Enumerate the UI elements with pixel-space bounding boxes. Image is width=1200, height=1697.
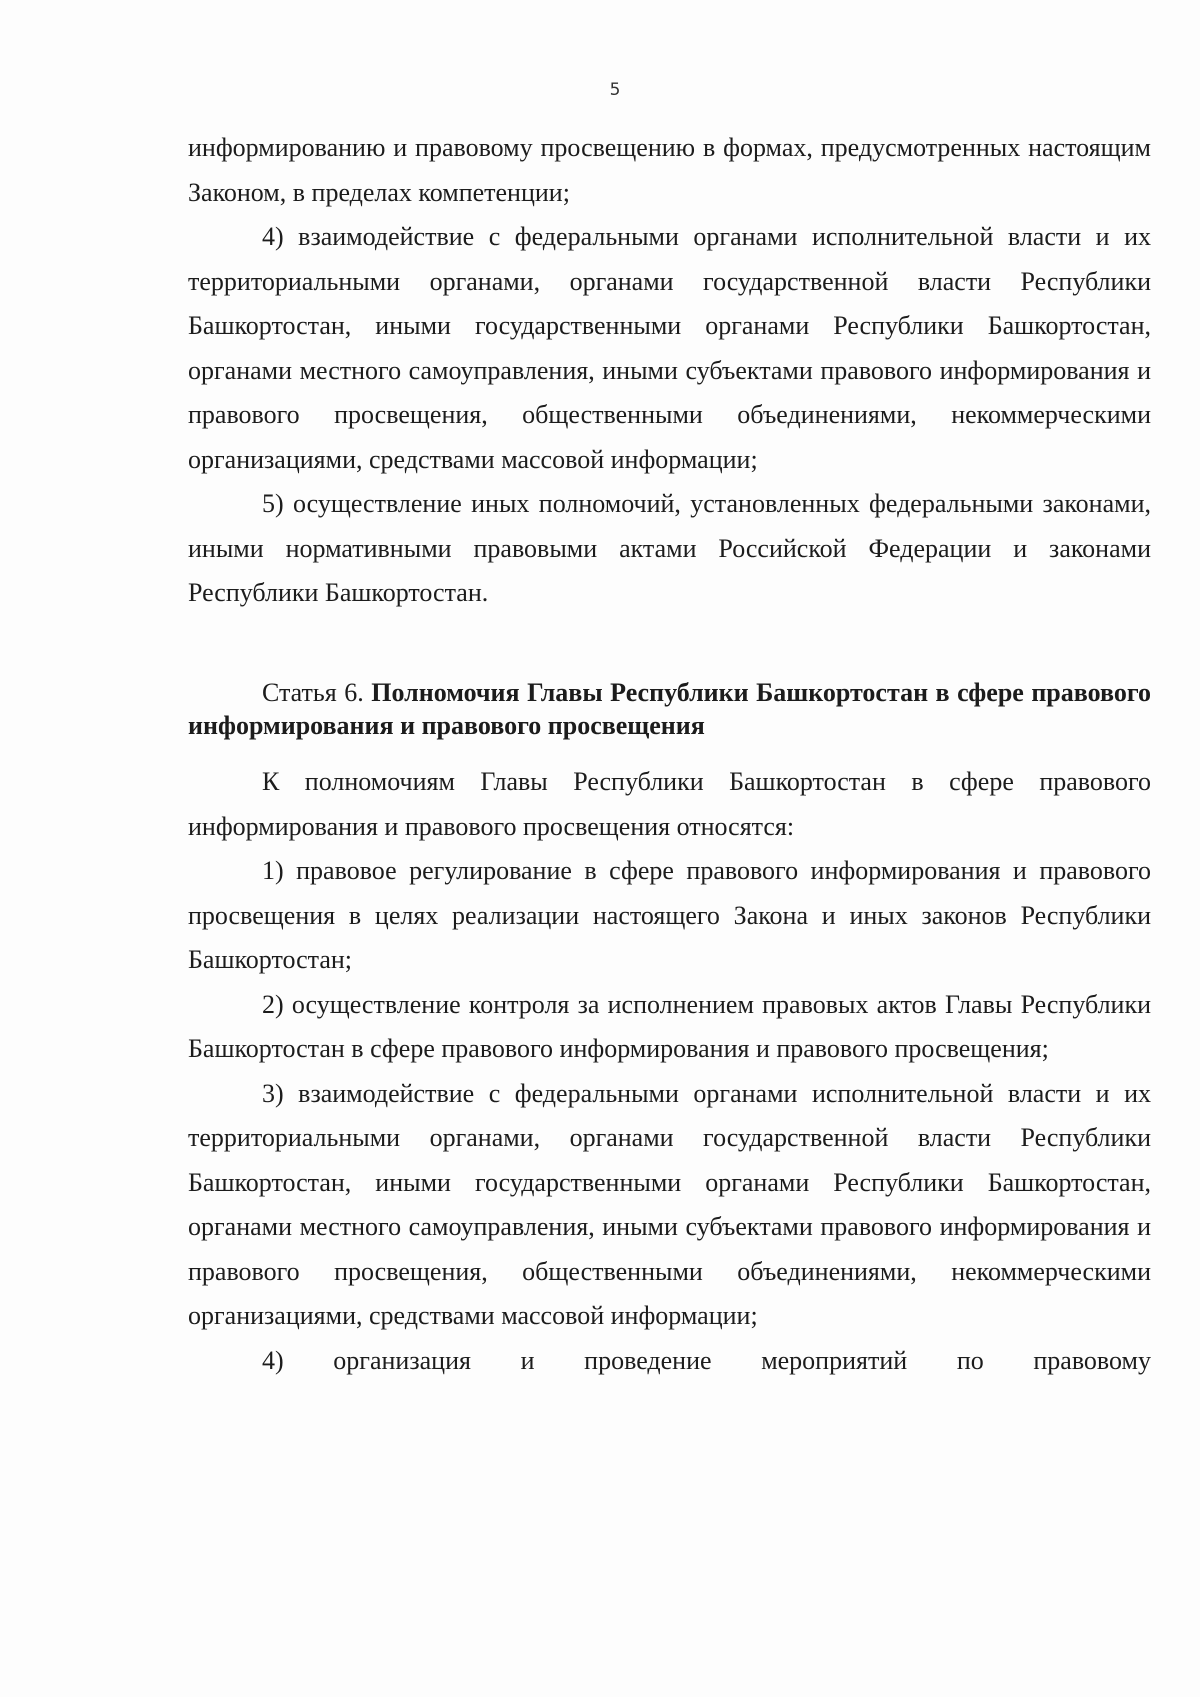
article-label: Статья 6.	[262, 678, 364, 707]
article-heading	[188, 676, 1151, 742]
list-item-4: 4) взаимодействие с федеральными органами исполнительной власти и их территориальными органами, органами государственной власти Республики Башкортостан, иными государственными органами Республики Башкортостан, органами местного самоуправления, иными субъектами правового информирования и правового просвещения, общественными объединениями, некоммерческими организациями, средствами массовой информации;	[188, 222, 1151, 474]
bottom-text-block	[188, 760, 1151, 1383]
top-text-block	[188, 126, 1151, 616]
article-title: Полномочия Главы Республики Башкортостан в сфере правового информирования и правового просвещения	[188, 678, 1152, 740]
paragraph-continued: информированию и правовому просвещению в формах, предусмотренных настоящим Законом, в пределах компетенции;	[188, 133, 1151, 207]
article-intro: К полномочиям Главы Республики Башкортостан в сфере правового информирования и правового просвещения относятся:	[188, 767, 1151, 841]
list-item-5: 5) осуществление иных полномочий, установленных федеральными законами, иными нормативными правовыми актами Российской Федерации и законами Республики Башкортостан.	[188, 489, 1151, 607]
list-item-2: 2) осуществление контроля за исполнением правовых актов Главы Республики Башкортостан в сфере правового информирования и правового просвещения;	[188, 989, 1151, 1063]
list-item-3: 3) взаимодействие с федеральными органами исполнительной власти и их территориальными органами, органами государственной власти Республики Башкортостан, иными государственными органами Республики Башкортостан, органами местного самоуправления, иными субъектами правового информирования и правового просвещения, общественными объединениями, некоммерческими организациями, средствами массовой информации;	[188, 1078, 1151, 1330]
list-item-4-start: 4) организация и проведение мероприятий по правовому	[262, 1345, 1151, 1375]
list-item-1: 1) правовое регулирование в сфере правового информирования и правового просвещения в целях реализации настоящего Закона и иных законов Республики Башкортостан;	[188, 856, 1151, 974]
page-number: 5	[609, 80, 621, 100]
